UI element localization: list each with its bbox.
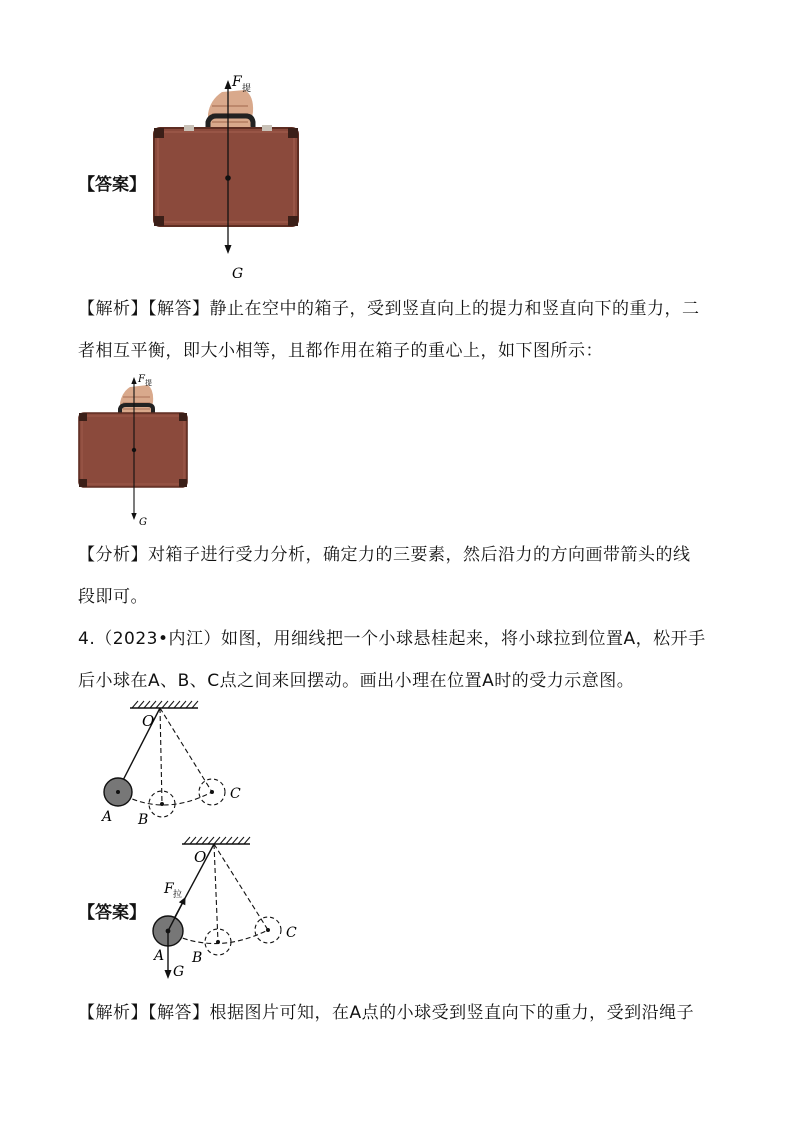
force-tension-label: F bbox=[164, 881, 174, 897]
hand-icon bbox=[120, 385, 153, 414]
label-c: C bbox=[286, 925, 297, 941]
force-lift-subscript: 提 bbox=[145, 379, 152, 387]
fenxi-line-2: 段即可。 bbox=[78, 587, 148, 607]
force-lift-subscript: 提 bbox=[242, 84, 252, 94]
suitcase-figure-2 bbox=[76, 370, 196, 530]
pendulum-figure-question bbox=[96, 700, 256, 830]
suitcase-figure-1 bbox=[150, 70, 310, 285]
hand-icon bbox=[208, 90, 253, 128]
analysis-1-line-2: 者相互平衡，即大小相等，且都作用在箱子的重心上，如下图所示： bbox=[78, 341, 603, 361]
force-gravity-label: G bbox=[173, 964, 185, 980]
force-lift-label: F bbox=[138, 374, 145, 385]
force-tension-subscript: 拉 bbox=[173, 890, 183, 900]
answer-label-1: 【答案】 bbox=[78, 175, 146, 195]
question-4-line-1: 4.（2023•内江）如图，用细线把一个小球悬桂起来，将小球拉到位置A，松开手 bbox=[78, 629, 706, 649]
analysis-1-line-1: 【解析】【解答】静止在空中的箱子，受到竖直向上的提力和竖直向下的重力，二 bbox=[78, 299, 700, 319]
label-b: B bbox=[192, 950, 203, 966]
label-a: A bbox=[102, 809, 113, 825]
center-of-gravity bbox=[225, 175, 231, 181]
label-o: O bbox=[142, 712, 155, 730]
question-4-line-2: 后小球在A、B、C点之间来回摆动。画出小理在位置A时的受力示意图。 bbox=[78, 671, 635, 691]
force-gravity-label: G bbox=[232, 266, 244, 282]
fenxi-line-1: 【分析】对箱子进行受力分析，确定力的三要素，然后沿力的方向画带箭头的线 bbox=[78, 545, 691, 565]
label-c: C bbox=[230, 786, 241, 802]
force-gravity-label: G bbox=[139, 517, 147, 528]
analysis-4-line-1: 【解析】【解答】根据图片可知，在A点的小球受到竖直向下的重力，受到沿绳子 bbox=[78, 1003, 695, 1023]
pendulum-figure-answer bbox=[146, 834, 316, 984]
label-b: B bbox=[138, 812, 149, 828]
force-lift-label: F bbox=[232, 74, 242, 90]
label-o: O bbox=[194, 848, 207, 866]
answer-label-4: 【答案】 bbox=[78, 903, 146, 923]
label-a: A bbox=[154, 948, 165, 964]
